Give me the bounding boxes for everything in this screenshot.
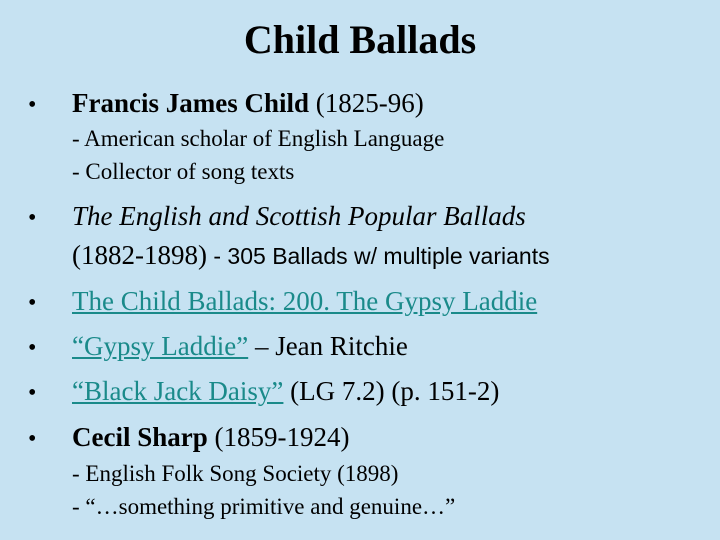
- bullet-child-line: [72, 86, 424, 120]
- bullet-sharp-dates: (1859-1924): [207, 422, 350, 452]
- child-ballads-link[interactable]: The Child Ballads: 200. The Gypsy Laddie: [72, 286, 538, 316]
- bullet-gypsy-laddie-line: [72, 329, 408, 363]
- sub-item: - English Folk Song Society (1898): [72, 461, 399, 486]
- gypsy-laddie-link[interactable]: “Gypsy Laddie”: [72, 331, 249, 361]
- bullet: •: [28, 426, 37, 452]
- bullet-child-ballads-link-line: [72, 284, 537, 318]
- slide-title: Child Ballads: [243, 17, 477, 62]
- bullet: •: [28, 335, 37, 361]
- bullet: •: [28, 205, 37, 231]
- bullet-black-jack-line: [72, 374, 499, 408]
- bullet-sharp-line: [72, 420, 350, 454]
- bullet: •: [28, 290, 37, 316]
- bullet: •: [28, 92, 37, 118]
- bullet-child-name: Francis James Child: [72, 88, 310, 118]
- black-jack-reference: (LG 7.2) (p. 151-2): [283, 376, 500, 406]
- black-jack-daisy-link[interactable]: “Black Jack Daisy”: [72, 376, 284, 406]
- sub-item: - “…something primitive and genuine…”: [72, 494, 456, 519]
- gypsy-laddie-performer: – Jean Ritchie: [248, 331, 408, 361]
- bullet-child-dates: (1825-96): [309, 88, 424, 118]
- bullet: •: [28, 380, 37, 406]
- book-note: - 305 Ballads w/ multiple variants: [206, 243, 550, 269]
- book-years: (1882-1898): [72, 240, 207, 270]
- bullet-book-title: The English and Scottish Popular Ballads: [72, 201, 526, 231]
- bullet-sharp-name: Cecil Sharp: [72, 422, 208, 452]
- bullet-book-continuation: [72, 238, 550, 273]
- sub-item: - American scholar of English Language: [72, 126, 445, 151]
- sub-item: - Collector of song texts: [72, 159, 295, 184]
